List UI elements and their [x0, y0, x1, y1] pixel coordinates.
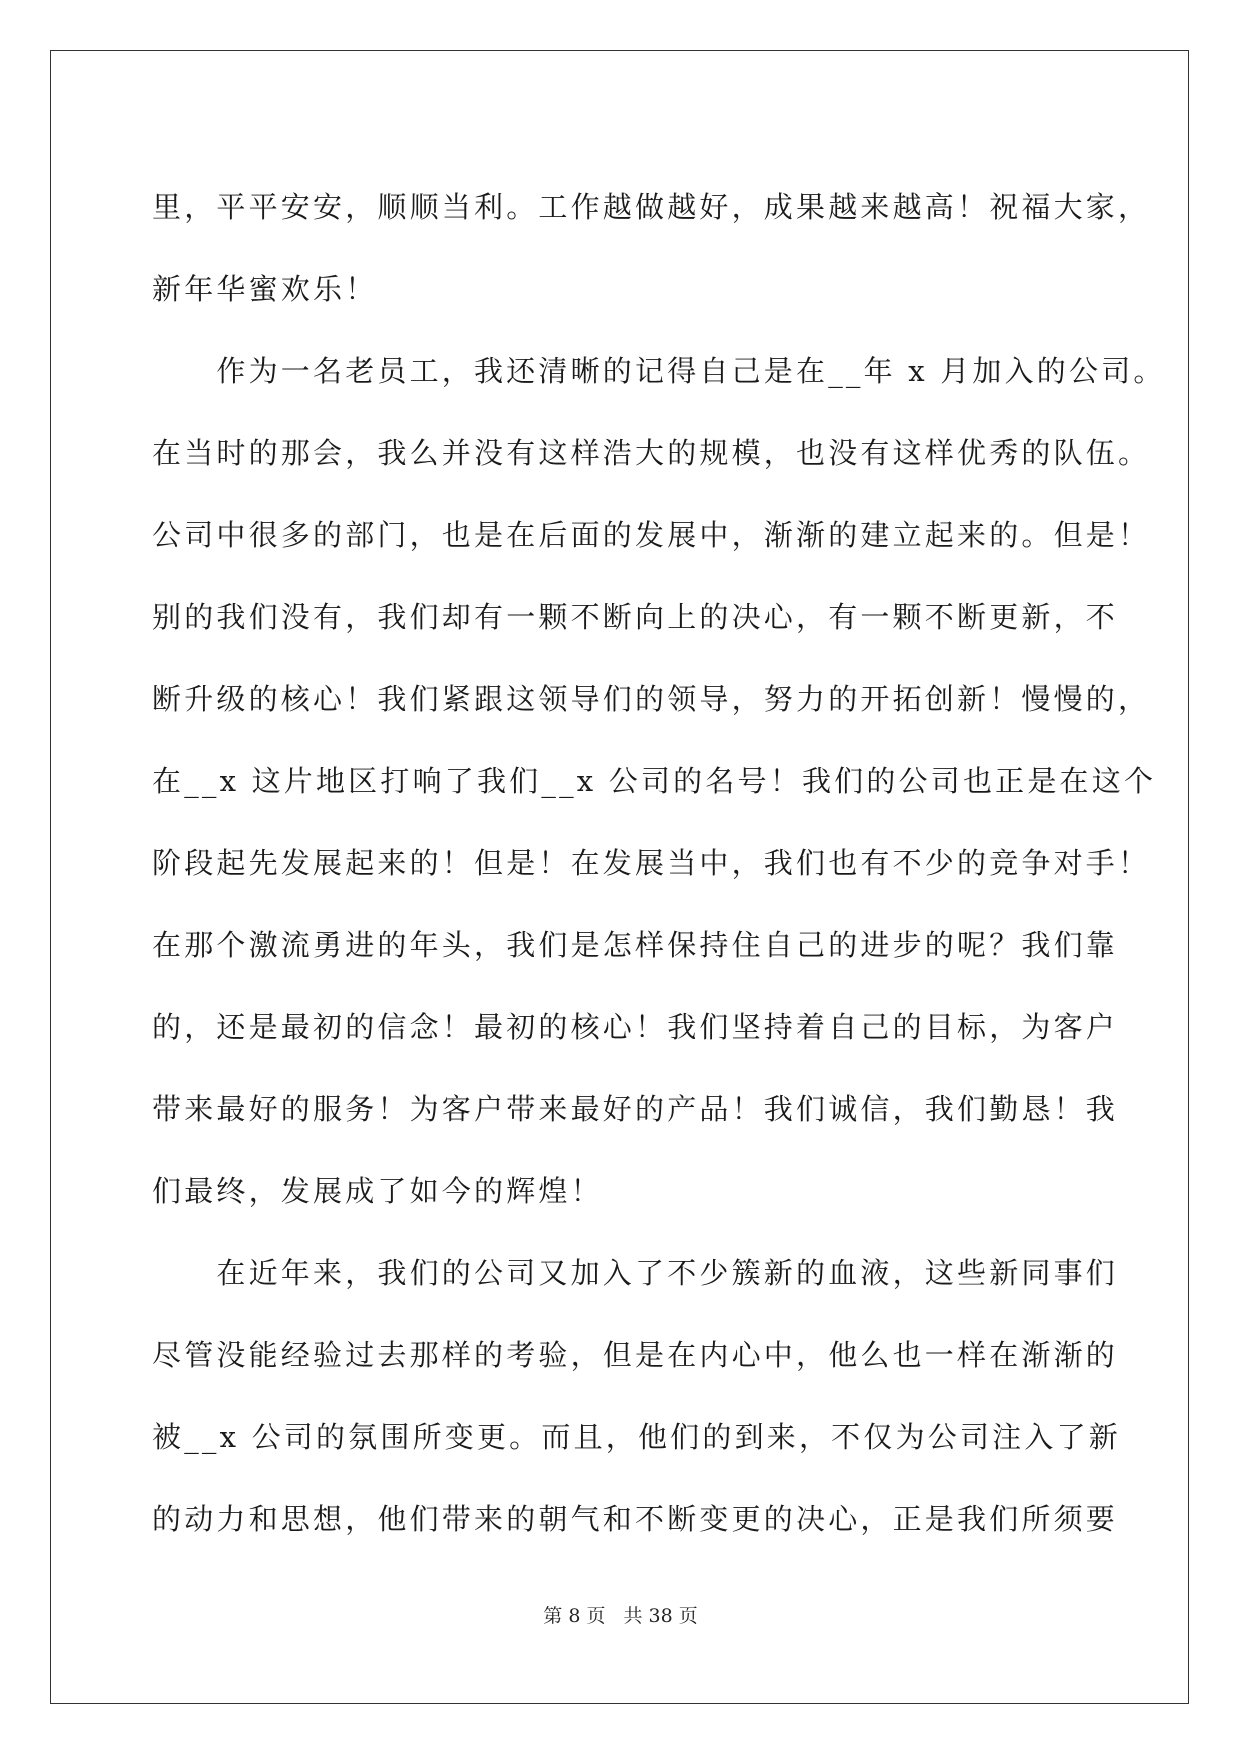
- text-line: 公司中很多的部门，也是在后面的发展中，渐渐的建立起来的。但是！: [152, 518, 1151, 552]
- text-line: 作为一名老员工，我还清晰的记得自己是在__年 x 月加入的公司。: [152, 354, 1166, 388]
- text-line: 断升级的核心！我们紧跟这领导们的领导，努力的开拓创新！慢慢的，: [152, 682, 1151, 716]
- text-line: 的动力和思想，他们带来的朝气和不断变更的决心，正是我们所须要: [152, 1502, 1119, 1536]
- text-line: 的，还是最初的信念！最初的核心！我们坚持着自己的目标，为客户: [152, 1010, 1119, 1044]
- text-line: 里，平平安安，顺顺当利。工作越做越好，成果越来越高！祝福大家，: [152, 190, 1151, 224]
- document-body: [152, 166, 1166, 1560]
- text-line: 新年华蜜欢乐！: [152, 272, 378, 306]
- page-number-current: 第 8 页: [543, 1605, 606, 1627]
- text-line: 阶段起先发展起来的！但是！在发展当中，我们也有不少的竞争对手！: [152, 846, 1151, 880]
- text-line: 被__x 公司的氛围所变更。而且，他们的到来，不仅为公司注入了新: [152, 1420, 1121, 1454]
- text-line: 们最终，发展成了如今的辉煌！: [152, 1174, 603, 1208]
- page-number-total: 共 38 页: [623, 1605, 698, 1627]
- text-line: 带来最好的服务！为客户带来最好的产品！我们诚信，我们勤恳！我: [152, 1092, 1119, 1126]
- text-line: 别的我们没有，我们却有一颗不断向上的决心，有一颗不断更新，不: [152, 600, 1119, 634]
- text-line: 在__x 这片地区打响了我们__x 公司的名号！我们的公司也正是在这个: [152, 764, 1157, 798]
- text-line: 在近年来，我们的公司又加入了不少簇新的血液，这些新同事们: [152, 1256, 1119, 1290]
- page-footer: [0, 1601, 1241, 1628]
- text-line: 在那个激流勇进的年头，我们是怎样保持住自己的进步的呢？我们靠: [152, 928, 1119, 962]
- text-line: 尽管没能经验过去那样的考验，但是在内心中，他么也一样在渐渐的: [152, 1338, 1119, 1372]
- text-line: 在当时的那会，我么并没有这样浩大的规模，也没有这样优秀的队伍。: [152, 436, 1151, 470]
